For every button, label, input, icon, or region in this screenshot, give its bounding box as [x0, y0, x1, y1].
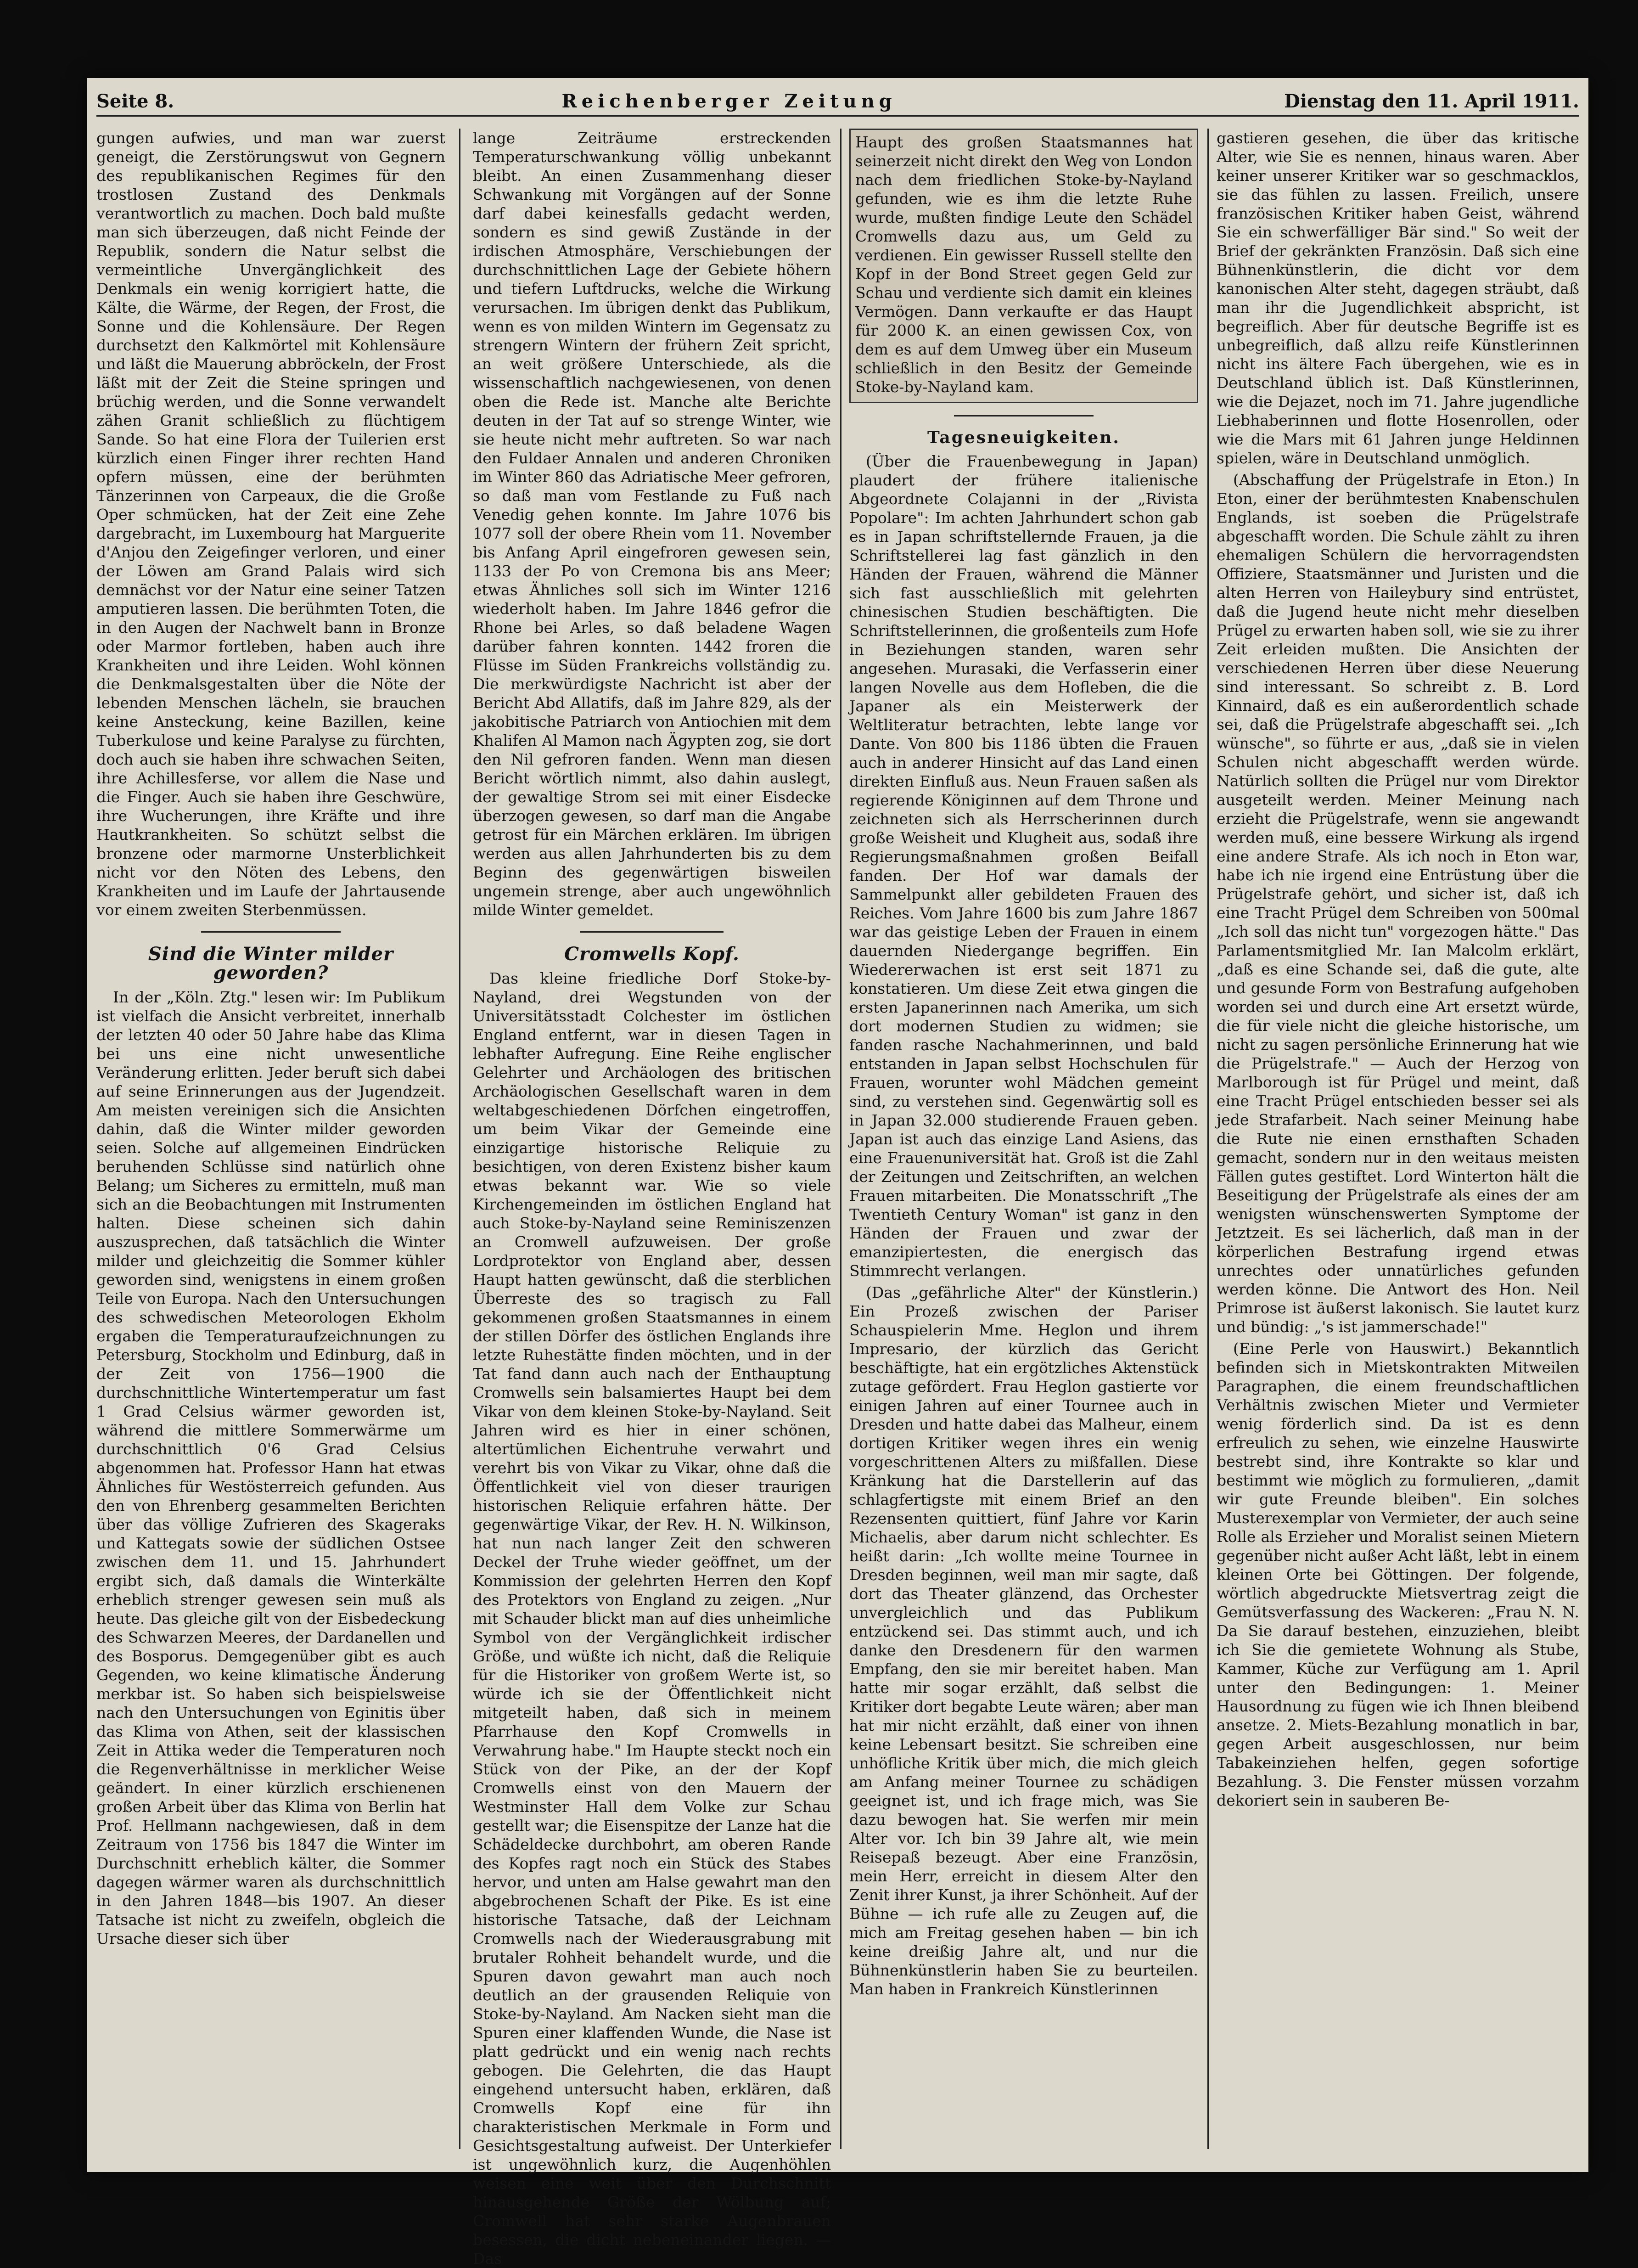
article-title: Cromwells Kopf. [564, 943, 740, 965]
column-1 [96, 129, 445, 2149]
article-continuation: lange Zeiträume erstreckenden Temperaturschwankung völlig unbekannt bleibt. An einen Zusammenhang dieser Schwankung mit Vorgängen auf der Sonne darf dabei keinesfalls gedacht werden, sondern es sind gewiß Zustände in der irdischen Atmosphäre, Verschiebungen der durchschnittlichen Lage der Gebiete höhern und tiefern Luftdrucks, welche die Wirkung verursachen. Im übrigen denkt das Publikum, wenn es von milden Wintern im Gegensatz zu strengern Wintern der frühern Zeit spricht, an weit größere Unterschiede, als die wissenschaftlich nachgewiesenen, von denen oben die Rede ist. Manche alte Berichte deuten in der Tat auf so strenge Winter, wie sie heute nicht mehr auftreten. So war nach den Fuldaer Annalen und anderen Chroniken im Winter 860 das Adriatische Meer gefroren, so daß man vom Festlande zu Fuß nach Venedig gehen konnte. Im Jahre 1076 bis 1077 soll der obere Rhein vom 11. November bis Anfang April eingefroren gewesen sein, 1133 der Po von Cremona bis ans Meer; etwas Ähnliches soll sich im Winter 1216 wiederholt haben. Im Jahre 1846 gefror die Rhone bei Arles, so daß beladene Wagen darüber fahren konnten. 1442 froren die Flüsse im Süden Frankreichs vollständig zu. Die merkwürdigste Nachricht ist aber der Bericht Abd Allatifs, daß im Jahre 829, als der jakobitische Patriarch von Antiochien mit dem Khalifen Al Mamon nach Ägypten zog, sie dort den Nil gefroren fanden. Wenn man diesen Bericht wörtlich nimmt, also dahin auslegt, der gewaltige Strom sei mit einer Eisdecke überzogen gewesen, so darf man die Angabe getrost für ein Märchen erklären. Im übrigen werden aus allen Jahrhunderten bis zu dem Beginn des gegenwärtigen bisweilen ungemein strenge, aber auch ungewöhnlich milde Winter gemeldet. [473, 129, 831, 919]
article-paragraph: In der „Köln. Ztg." lesen wir: Im Publikum ist vielfach die Ansicht verbreitet, innerhalb der letzten 40 oder 50 Jahre habe das Klima bei uns eine nicht unwesentliche Veränderung erlitten. Jeder beruft sich dabei auf seine Erinnerungen aus der Jugendzeit. Am meisten vereinigen sich die Ansichten dahin, daß die Winter milder geworden seien. Solche auf allgemeinen Eindrücken beruhenden Schlüsse sind natürlich ohne Belang; um Sicheres zu ermitteln, muß man sich an die Beobachtungen mit Instrumenten halten. Diese scheinen sich dahin auszusprechen, daß tatsächlich die Winter milder und gleichzeitig die Sommer kühler geworden sind, wenigstens in einem großen Teile von Europa. Nach den Untersuchungen des schwedischen Meteorologen Ekholm ergaben die Temperaturaufzeichnungen zu Petersburg, Stockholm und Edinburg, daß in der Zeit von 1756—1900 die durchschnittliche Wintertemperatur um fast 1 Grad Celsius wärmer geworden ist, während die mittlere Sommerwärme um durchschnittlich 0'6 Grad Celsius abgenommen hat. Professor Hann hat etwas Ähnliches für Westösterreich gefunden. Aus den von Ehrenberg gesammelten Berichten über das völlige Zufrieren des Skageraks und Kattegats sowie der südlichen Ostsee zwischen dem 11. und 15. Jahrhundert ergibt sich, daß damals die Winterkälte erheblich strenger gewesen sein muß als heute. Das gleiche gilt von der Eisbedeckung des Schwarzen Meeres, der Dardanellen und des Bosporus. Demgegenüber gibt es auch Gegenden, wo keine klimatische Änderung merkbar ist. So haben sich beispielsweise nach den Untersuchungen von Eginitis über das Klima von Athen, seit der klassischen Zeit in Attika weder die Temperaturen noch die Regenverhältnisse in merklicher Weise geändert. In einer kürzlich erschienenen großen Arbeit über das Klima von Berlin hat Prof. Hellmann nachgewiesen, daß in dem Zeitraum von 1756 bis 1847 die Winter im Durchschnitt erheblich kälter, die Sommer dagegen wärmer waren als durchschnittlich in den Jahren 1848—bis 1907. An dieser Tatsache ist nicht zu zweifeln, obgleich die Ursache dieser sich über [96, 988, 445, 1947]
column-rule [459, 129, 460, 2149]
page-header [96, 87, 1579, 117]
article-continuation: gungen aufwies, und man war zuerst geneigt, die Zerstörungswut von Gegnern des republikanischen Regimes für den trostlosen Zustand des Denkmals verantwortlich zu machen. Doch bald mußte man sich überzeugen, daß nicht Feinde der Republik, sondern die Natur selbst die vermeintliche Unvergänglichkeit des Denkmals ein wenig korrigiert hatte, die Kälte, die Wärme, der Regen, der Frost, die Sonne und die Kohlensäure. Der Regen durchsetzt den Kalkmörtel mit Kohlensäure und läßt die Mauerung abbröckeln, der Frost läßt mit der Zeit die Steine springen und brüchig werden, und die Sonne verwandelt zähen Granit schließlich zu flüchtigem Sande. So hat eine Flora der Tuilerien erst kürzlich einen Finger ihrer rechten Hand opfern müssen, eine der berühmten Tänzerinnen von Carpeaux, die die Große Oper schmücken, hat der Zeit eine Zehe dargebracht, im Luxembourg hat Marguerite d'Anjou den Zeigefinger verloren, und einer der Löwen am Grand Palais wird sich demnächst vor der Natur eine seiner Tatzen amputieren lassen. Die berühmten Toten, die in den Augen der Nachwelt bann in Bronze oder Marmor fortleben, haben auch ihre Krankheiten und ihre Leiden. Wohl können die Denkmalsgestalten über die Nöte der lebenden Menschen lächeln, sie brauchen keine Ansteckung, keine Bazillen, keine Tuberkulose und keine Paralyse zu fürchten, doch auch sie haben ihre schwachen Seiten, ihre Achillesferse, vor allem die Nase und die Finger. Auch sie haben ihre Geschwüre, ihre Wucherungen, ihre Kräfte und ihre Hautkrankheiten. So schützt selbst die bronzene oder marmorne Unsterblichkeit nicht vor den Nöten des Lebens, den Krankheiten und im Laufe der Jahrtausende vor einem zweiten Sterbenmüssen. [96, 129, 445, 919]
news-item: (Eine Perle von Hauswirt.) Bekanntlich befinden sich in Mietskontrakten Mitweilen Paragraphen, die einem freundschaftlichen Verhältnis zwischen Mieter und Vermieter wenig förderlich sind. Da ist es denn erfreulich zu sehen, wie einzelne Hauswirte bestrebt sind, ihre Kontrakte so klar und bestimmt wie möglich zu formulieren, „damit wir gute Freunde bleiben". Ein solches Musterexemplar von Vermieter, der auch seine Rolle als Erzieher und Moralist seinen Mietern gegenüber nicht außer Acht läßt, lebt in einem kleinen Orte bei Göttingen. Der folgende, wörtlich abgedruckte Mietsvertrag zeigt die Gemütsverfassung des Wackeren: „Frau N. N. Da Sie darauf bestehen, einzuziehen, bleibt ich Sie die gemietete Wohnung als Stube, Kammer, Küche zur Verfügung am 1. April unter den Bedingungen: 1. Meiner Hausordnung zu fügen wie ich Ihnen bleibend ansetze. 2. Miets-Bezahlung monatlich in bar, gegen Arbeit ausgeschlossen, nur beim Tabakeinziehen helfen, gegen sofortige Bezahlung. 3. Die Fenster müssen vorzahm dekoriert sein in sauberen Be- [1217, 1339, 1579, 1809]
news-item: (Das „gefährliche Alter" der Künstlerin.) Ein Prozeß zwischen der Pariser Schauspielerin Mme. Heglon und ihrem Impresario, der kürzlich das Gericht beschäftigte, hat ein ergötzliches Aktenstück zutage gefördert. Frau Heglon gastierte vor einigen Jahren auf einer Tournee auch in Dresden und hatte dabei das Malheur, einem dortigen Kritiker wegen ihres ein wenig vorgeschrittenen Alters zu mißfallen. Diese Kränkung hat die Darstellerin auf das schlagfertigste mit einem Brief an den Rezensenten quittiert, fünf Jahre vor Karin Michaelis, aber darum nicht schlechter. Es heißt darin: „Ich wollte meine Tournee in Dresden beginnen, weil man mir sagte, daß dort das Theater glänzend, das Orchester unvergleichlich und das Publikum entzückend sei. Das stimmt auch, und ich danke den Dresdenern für den warmen Empfang, den sie mir bereitet haben. Man hatte mir sogar erzählt, daß selbst die Kritiker dort begabte Leute wären; aber man hat mir nicht erzählt, daß einer von ihnen keine Lebensart besitzt. Sie schreiben eine unhöfliche Kritik über mich, die mich gleich am Anfang meiner Tournee zu schädigen geeignet ist, und ich frage mich, was Sie dazu bewogen hat. Sie werfen mir mein Alter vor. Ich bin 39 Jahre alt, wie mein Reisepaß bezeugt. Aber eine Französin, mein Herr, erreicht in diesem Alter den Zenit ihrer Kunst, ja ihrer Schönheit. Auf der Bühne — ich rufe alle zu Zeugen auf, die mich am Freitag gesehen haben — bin ich keine dreißig Jahre alt, und nur die Bühnenkünstlerin haben Sie zu beurteilen. Man haben in Frankreich Künstlerinnen [849, 1283, 1198, 1998]
column-4 [1217, 129, 1579, 2149]
divider [201, 931, 341, 933]
divider [954, 415, 1094, 416]
page-number: Seite 8. [96, 90, 174, 112]
article-title: Sind die Winter milder geworden? [148, 943, 394, 984]
news-item: (Abschaffung der Prügelstrafe in Eton.) In Eton, einer der berühmtesten Knabenschulen Englands, ist soeben die Prügelstrafe abgeschafft worden. Die Schule zählt zu ihren ehemaligen Schülern die hervorragendsten Offiziere, Staatsmänner und Juristen und die alten Herren von Haileybury sind entrüstet, daß die Jugend heute nicht mehr dieselben Prügel zu erwarten haben soll, wie sie zu ihrer Zeit erleiden mußten. Die Ansichten der verschiedenen Herren über diese Neuerung sind interessant. So schreibt z. B. Lord Kinnaird, daß es ein außerordentlich schade sei, daß die Prügelstrafe abgeschafft sei. „Ich wünsche", so führte er aus, „daß sie in vielen Schulen nicht abgeschafft werden würde. Natürlich sollten die Prügel nur vom Direktor ausgeteilt werden. Meiner Meinung nach erzieht die Prügelstrafe, wenn sie angewandt werden muß, eine bessere Wirkung als irgend eine andere Strafe. Als ich noch in Eton war, habe ich nie irgend eine Entrüstung über die Prügelstrafe gehört, und sicher ist, daß ich eine Tracht Prügel dem Schreiben von 500mal „Ich soll das nicht tun" vorgezogen hätte." Das Parlamentsmitglied Mr. Ian Malcolm erklärt, „daß es eine Schande sei, daß die gute, alte und gesunde Form von Bestrafung aufgehoben worden sei und durch eine Art ersetzt würde, die für viele nicht die gleiche historische, um nicht zu sagen persönliche Erinnerung hat wie die Prügelstrafe." — Auch der Herzog von Marlborough ist für Prügel und meint, daß eine Tracht Prügel entschieden besser sei als jede Strafarbeit. Nach seiner Meinung habe die Rute nie einen ernsthaften Schaden gemacht, sondern nur in den weitaus meisten Fällen gutes gestiftet. Lord Winterton hält die Beseitigung der Prügelstrafe als eines der am wenigsten wünschenswerten Symptome der Jetztzeit. Es sei lächerlich, daß man in der körperlichen Bestrafung irgend etwas unrechtes oder unnatürliches gefunden werden könne. Die Antwort des Hon. Neil Primrose ist äußerst lakonisch. Sie lautet kurz und bündig: „'s ist jammerschade!" [1217, 471, 1579, 1336]
column-3 [849, 129, 1198, 2149]
boxed-continuation [849, 129, 1198, 403]
article-paragraph: Das kleine friedliche Dorf Stoke-by-Nayland, drei Wegstunden von der Universitätsstadt Colchester im östlichen England entfernt, war in diesen Tagen in lebhafter Aufregung. Eine Reihe englischer Gelehrter und Archäologen des britischen Archäologischen Gesellschaft waren in dem weltabgeschiedenen Dörfchen eingetroffen, um beim Vikar der Gemeinde eine einzigartige historische Reliquie zu besichtigen, von deren Existenz bisher kaum etwas bekannt war. Wie so viele Kirchengemeinden im östlichen England hat auch Stoke-by-Nayland seine Reminiszenzen an Cromwell aufzuweisen. Der große Lordprotektor von England aber, dessen Haupt hatten gewünscht, daß die sterblichen Überreste des so tragisch zu Fall gekommenen großen Staatsmannes in einem der stillen Dörfer des östlichen Englands ihre letzte Ruhestätte finden möchten, und in der Tat fand dann auch nach der Enthauptung Cromwells sein balsamiertes Haupt bei dem Vikar von dem kleinen Stoke-by-Nayland. Seit Jahren wird es hier in einer schönen, altertümlichen Eichentruhe verwahrt und verehrt bis von Vikar zu Vikar, ohne daß die Öffentlichkeit viel von dieser traurigen historischen Reliquie erfahren hätte. Der gegenwärtige Vikar, der Rev. H. N. Wilkinson, hat nun nach langer Zeit den schweren Deckel der Truhe wieder geöffnet, um der Kommission der gelehrten Herren den Kopf des Protektors von England zu zeigen. „Nur mit Schauder blickt man auf dies unheimliche Symbol von der Vergänglichkeit irdischer Größe, und wüßte ich nicht, daß die Reliquie für die Historiker von großem Werte ist, so würde ich sie der Öffentlichkeit nicht mitgeteilt haben, daß sich in meinem Pfarrhause den Kopf Cromwells in Verwahrung habe." Im Haupte steckt noch ein Stück von der Pike, an der der Kopf Cromwells einst von den Mauern der Westminster Hall dem Volke zur Schau gestellt war; die Eisenspitze der Lanze hat die Schädeldecke durchbohrt, am oberen Rande des Kopfes ragt noch ein Stück des Stabes hervor, und unten am Halse gewahrt man den abgebrochenen Schaft der Pike. Es ist eine historische Tatsache, daß der Leichnam Cromwells nach der Wiederausgrabung mit brutaler Rohheit behandelt wurde, und die Spuren davon gewahrt man auch noch deutlich an der grausenden Reliquie von Stoke-by-Nayland. Am Nacken sieht man die Spuren einer klaffenden Wunde, die Nase ist platt gedrückt und ein wenig nach rechts gebogen. Die Gelehrten, die das Haupt eingehend untersucht haben, erklären, daß Cromwells Kopf eine für ihn charakteristischen Merkmale in Form und Gesichtsgestaltung aufweist. Der Unterkiefer ist ungewöhnlich kurz, die Augenhöhlen weisen eine weit über den Durchschnitt hinausgehende Größe der Wölbung auf; Cromwell hat sehr starke Augenbrauen besessen, die dicht nebeneinander liegen. — Das [473, 969, 831, 2268]
issue-date: Dienstag den 11. April 1911. [1284, 90, 1579, 112]
columns [96, 129, 1579, 2268]
column-rule [840, 129, 841, 2149]
column-2 [473, 129, 831, 2268]
news-item: (Über die Frauenbewegung in Japan) plaudert der frühere italienische Abgeordnete Colajanni in der „Rivista Popolare": Im achten Jahrhundert schon gab es in Japan schriftstellernde Frauen, ja die Schriftstellerei lag fast gänzlich in den Händen der Frauen, während die Männer sich fast ausschließlich mit gelehrten chinesischen Studien beschäftigten. Die Schriftstellerinnen, die großenteils zum Hofe in Beziehungen standen, waren sehr angesehen. Murasaki, die Verfasserin einer langen Novelle aus dem Hofleben, die die Japaner als ein Meisterwerk der Weltliteratur betrachten, lebte lange vor Dante. Von 800 bis 1186 übten die Frauen auch in anderer Hinsicht auf das Land einen direkten Einfluß aus. Neun Frauen saßen als regierende Königinnen auf dem Throne und zeichneten sich als Herrscherinnen durch große Weisheit und Klugheit aus, sodaß ihre Regierungsmaßnahmen großen Beifall fanden. Der Hof war damals der Sammelpunkt aller gebildeten Frauen des Reiches. Vom Jahre 1600 bis zum Jahre 1867 war das geistige Leben der Frauen in einem dauernden Niedergange begriffen. Ein Wiedererwachen ist erst seit 1871 zu konstatieren. Um diese Zeit etwa gingen die ersten Japanerinnen nach Amerika, um sich dort modernen Studien zu widmen; sie fanden rasche Nachahmerinnen, und bald entstanden in Japan selbst Hochschulen für Frauen, worunter wohl Mädchen gemeint sind, zu verstehen sind. Gegenwärtig soll es in Japan 32.000 studierende Frauen geben. Japan ist auch das einzige Land Asiens, das eine Frauenuniversität hat. Groß ist die Zahl der Zeitungen und Zeitschriften, an welchen Frauen mitarbeiten. Die Monatsschrift „The Twentieth Century Woman" ist ganz in den Händen der Frauen und zwar der emanzipiertesten, die energisch das Stimmrecht verlangen. [849, 452, 1198, 1280]
newspaper-page [87, 78, 1588, 2268]
section-title: Tagesneuigkeiten. [927, 428, 1120, 447]
divider [580, 931, 724, 933]
news-item: gastieren gesehen, die über das kritische Alter, wie Sie es nennen, hinaus waren. Aber keiner unserer Kritiker war so geschmacklos, sie das fühlen zu lassen. Freilich, unsere französischen Kritiker haben Geist, während Sie ein schwerfälliger Bär sind." So weit der Brief der gekränkten Französin. Daß sich eine Bühnenkünstlerin, die dicht vor dem kanonischen Alter steht, dagegen sträubt, daß man ihr die Jugendlichkeit abspricht, ist begreiflich. Aber für deutsche Begriffe ist es unbegreiflich, daß allzu reife Künstlerinnen nicht ins ältere Fach übergehen, wie es in Deutschland üblich ist. Daß Künstlerinnen, wie die Dejazet, noch im 71. Jahre jugendliche Liebhaberinnen und flotte Hosenrollen, oder wie die Mars mit 61 Jahren junge Heldinnen spielen, wäre in Deutschland unmöglich. [1217, 129, 1579, 467]
masthead: Reichenberger Zeitung [561, 90, 897, 112]
box-text: Haupt des großen Staatsmannes hat seinerzeit nicht direkt den Weg von London nach dem friedlichen Stoke-by-Nayland gefunden, wie es ihm die letzte Ruhe wurde, mußten findige Leute den Schädel Cromwells dazu aus, um Geld zu verdienen. Ein gewisser Russell stellte den Kopf in der Bond Street gegen Geld zur Schau und verdiente sich damit ein kleines Vermögen. Dann verkaufte er das Haupt für 2000 K. an einen gewissen Cox, von dem es auf dem Umweg über ein Museum schließlich in den Besitz der Gemeinde Stoke-by-Nayland kam. [855, 133, 1192, 396]
column-rule [1207, 129, 1209, 2149]
